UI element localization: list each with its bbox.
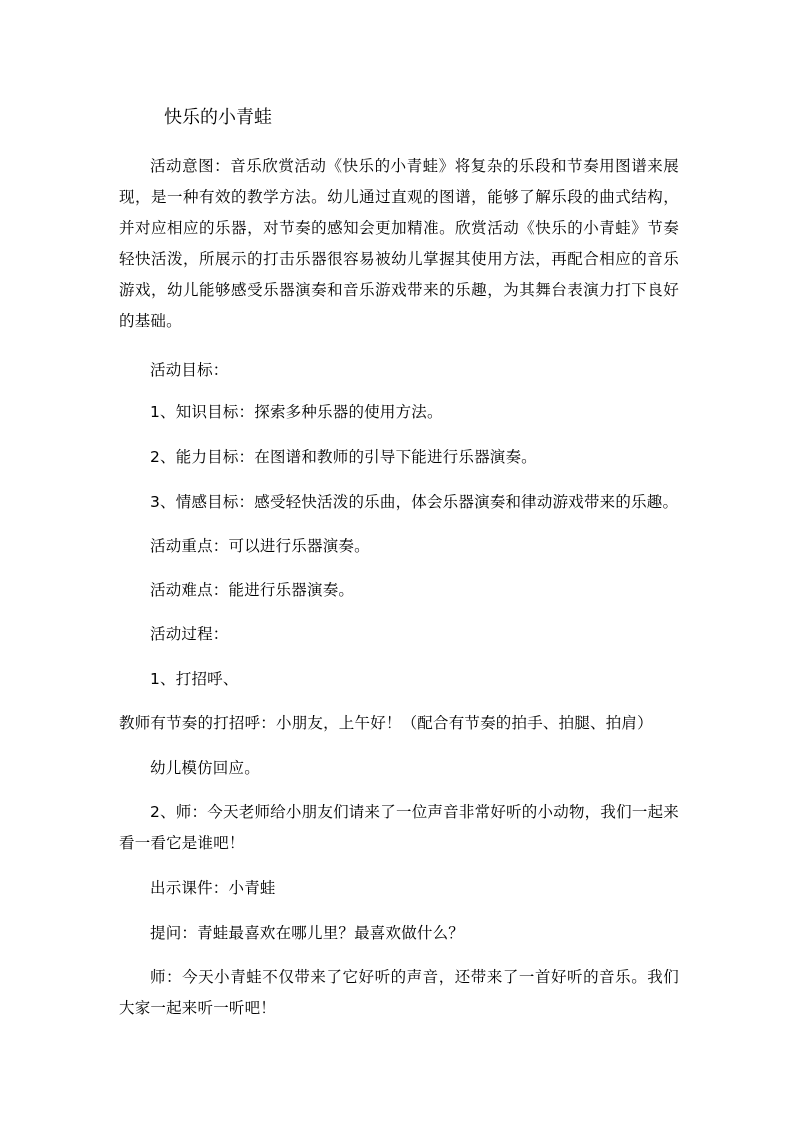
process-heading: 活动过程： [150, 625, 229, 643]
step-greeting-children: 幼儿模仿回应。 [150, 759, 260, 777]
goals-heading: 活动目标： [150, 361, 229, 379]
intro-paragraph: 活动意图：音乐欣赏活动《快乐的小青蛙》将复杂的乐段和节奏用图谱来展现，是一种有效的教学方法。幼儿通过直观的图谱，能够了解乐段的曲式结构，并对应相应的乐器，对节奏的感知会更加精准。欣赏活动《快乐的小青蛙》节奏轻快活泼，所展示的打击乐器很容易被幼儿掌握其使用方法，再配合相应的音乐游戏，幼儿能够感受乐器演奏和音乐游戏带来的乐趣，为其舞台表演力打下良好的基础。 [119, 157, 679, 330]
key-point: 活动重点：可以进行乐器演奏。 [150, 537, 370, 555]
goal-emotion: 3、情感目标：感受轻快活泼的乐曲，体会乐器演奏和律动游戏带来的乐趣。 [150, 493, 679, 511]
courseware-line: 出示课件：小青蛙 [150, 879, 276, 897]
question-line: 提问：青蛙最喜欢在哪儿里？最喜欢做什么？ [150, 924, 465, 942]
step-greeting: 1、打招呼、 [150, 670, 239, 688]
step-two-paragraph: 2、师：今天老师给小朋友们请来了一位声音非常好听的小动物，我们一起来看一看它是谁吧！ [119, 803, 679, 852]
teacher-paragraph: 师：今天小青蛙不仅带来了它好听的声音，还带来了一首好听的音乐。我们大家一起来听一听吧！ [119, 968, 679, 1017]
step-greeting-teacher: 教师有节奏的打招呼：小朋友，上午好！（配合有节奏的拍手、拍腿、拍肩） [119, 714, 653, 732]
document-title: 快乐的小青蛙 [164, 107, 272, 128]
goal-ability: 2、能力目标：在图谱和教师的引导下能进行乐器演奏。 [150, 448, 537, 466]
goal-knowledge: 1、知识目标：探索多种乐器的使用方法。 [150, 403, 443, 421]
difficulty: 活动难点：能进行乐器演奏。 [150, 581, 355, 599]
